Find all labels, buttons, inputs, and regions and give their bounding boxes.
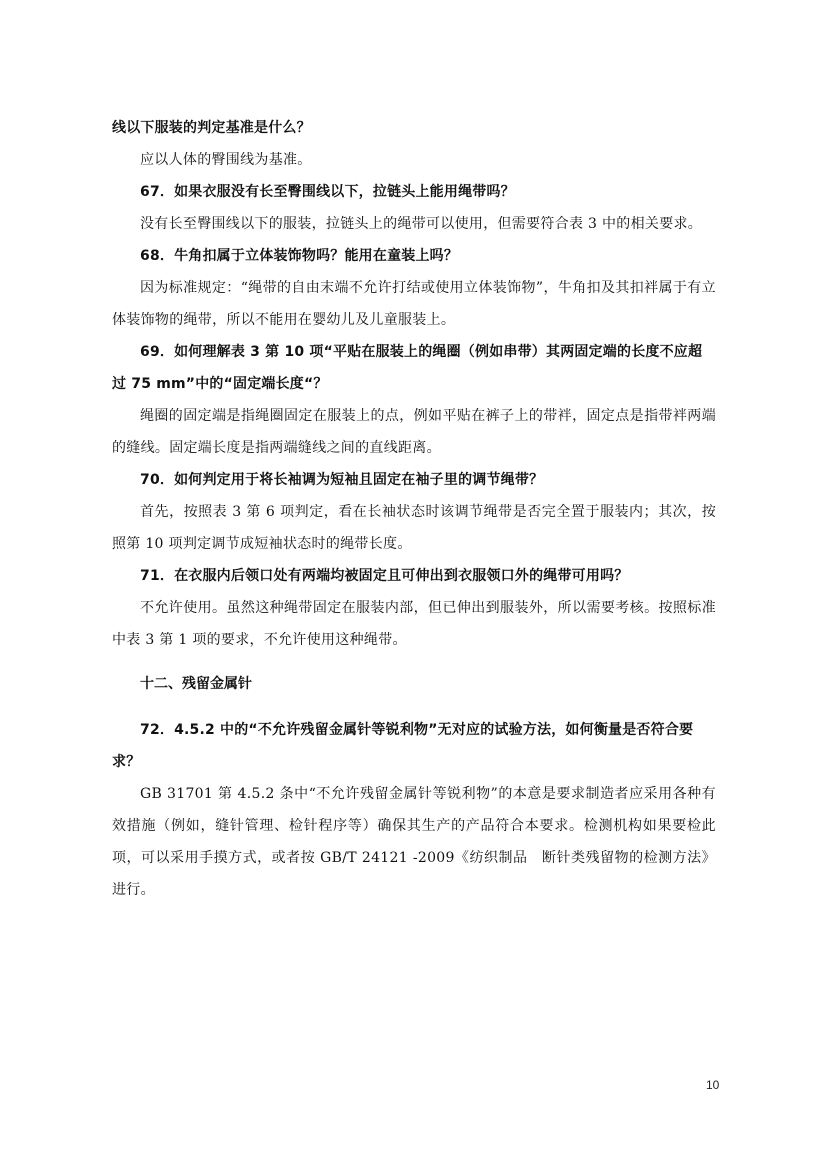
- answer-71: 不允许使用。虽然这种绳带固定在服装内部，但已伸出到服装外，所以需要考核。按照标准中表 3 第 1 项的要求，不允许使用这种绳带。: [112, 600, 716, 648]
- answer-67: 没有长至臀围线以下的服装，拉链头上的绳带可以使用，但需要符合表 3 中的相关要求。: [140, 216, 703, 232]
- question-69: 69．如何理解表 3 第 10 项“平贴在服装上的绳圈（例如串带）其两固定端的长度不应超过 75 mm”中的“固定端长度“？: [112, 344, 703, 392]
- answer-paragraph: 应以人体的臀围线为基准。: [140, 152, 312, 168]
- question-67: 67．如果衣服没有长至臀围线以下，拉链头上能用绳带吗？: [140, 184, 515, 200]
- answer-72: GB 31701 第 4.5.2 条中“不允许残留金属针等锐利物”的本意是要求制造者应采用各种有效措施（例如，缝针管理、检针程序等）确保其生产的产品符合本要求。检测机构如果要检此项，可以采用手摸方式，或者按 GB/T 24121 -2009《纺织制品 断针类残留物的检测方法》进行。: [112, 786, 716, 898]
- answer-70: 首先，按照表 3 第 6 项判定，看在长袖状态时该调节绳带是否完全置于服装内；其次，按照第 10 项判定调节成短袖状态时的绳带长度。: [112, 504, 716, 552]
- question-72: 72．4.5.2 中的“不允许残留金属针等锐利物”无对应的试验方法，如何衡量是否符合要求？: [112, 722, 694, 770]
- answer-68: 因为标准规定：“绳带的自由末端不允许打结或使用立体装饰物”，牛角扣及其扣袢属于有立体装饰物的绳带，所以不能用在婴幼儿及儿童服装上。: [112, 280, 716, 328]
- question-68: 68．牛角扣属于立体装饰物吗？能用在童装上吗？: [140, 248, 459, 264]
- answer-69: 绳圈的固定端是指绳圈固定在服装上的点，例如平贴在裤子上的带袢，固定点是指带袢两端的缝线。固定端长度是指两端缝线之间的直线距离。: [112, 408, 716, 456]
- question-continuation: 线以下服装的判定基准是什么？: [112, 120, 311, 136]
- question-71: 71．在衣服内后领口处有两端均被固定且可伸出到衣服领口外的绳带可用吗？: [140, 568, 629, 584]
- section-heading: 十二、残留金属针: [140, 676, 252, 692]
- page-number: 10: [706, 1078, 720, 1092]
- question-70: 70．如何判定用于将长袖调为短袖且固定在袖子里的调节绳带？: [140, 472, 544, 488]
- document-body: [112, 112, 716, 906]
